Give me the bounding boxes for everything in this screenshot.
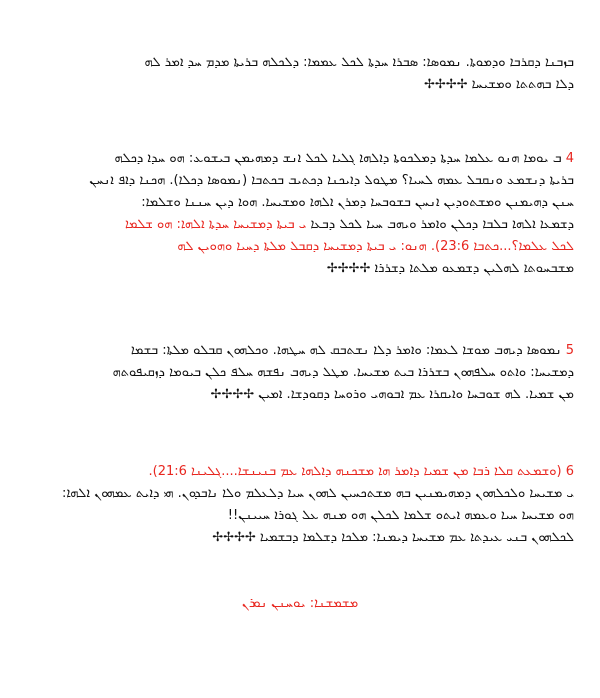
paragraph-line — [62, 461, 574, 483]
paragraph-line: ܕܡܫܝܚܐ: ܘܐܬܘ ܚܠܦܗܘܢ ܒܫܪܪܐ ܒܝܬ ܡܫܝܚܐ. ܡܛܠ ܕܝܗܒ ܢܦܫܗ ܚܠܦ ܟܠܢ ܒܝܘܡܐ ܕܙܩܝܦܘܬܗ — [112, 365, 574, 380]
paragraph-line — [62, 236, 574, 258]
paragraph-line — [62, 214, 574, 236]
signature: ܡܫܡܫܢܐ: ܝܘܚܢܢ ܢܘܪܢ — [241, 596, 359, 611]
paragraph-intro — [62, 52, 574, 96]
highlighted-quote: ܝ ܒܝܬܐ ܕܡܫܝܚܐ ܚܕܬܐ ܐܠܗܐ: ܗܘ ܫܠܡܐ — [124, 217, 307, 232]
paragraph-number: 5 — [565, 343, 574, 358]
paragraph-5 — [62, 340, 574, 406]
paragraph-line: ܒܪܝܬܐ ܕܢܫܡܥ ܘܢܩܒܠ ܥܡܗ ܠܚܝܐ؟ ܡܛܘܠ ܕܐܝܟܢܐ ܕܟܬܝܒ ܒܟܬܒܐ (ܢܡܘܣܐ ܕܟܠܐ). ܗܟܢܐ ܕܐܦ ܐܢܚܢ — [89, 173, 574, 188]
paragraph-line: ܚܢܢ ܕܗܝܡܢܢ ܘܡܫܬܘܕܝܢ ܐܢܚܢ ܒܫܘܒܚܐ ܕܡܪܢ ܐܠܗܐ ܘܡܫܝܚܐ. ܗܘܐ ܕܝܢ ܚܢܢܐ ܘܫܠܡܐ: — [141, 195, 574, 210]
paragraph-text: ܕܫܡܥܐ ܐܠܗܐ ܒܠܒܐ ܕܟܠܢ ܘܐܡܪ ܘܝܗܒ ܚܝܐ ܠܟܠ ܕܒܥܐ — [310, 217, 574, 232]
paragraph-number: 4 — [565, 151, 574, 166]
paragraph-line — [62, 340, 574, 362]
paragraph-4 — [62, 148, 574, 280]
paragraph-line: ܡܫܒܚܘܬܐ ܠܗܠܝܢ ܕܫܡܥܘ ܡܠܬܐ ܕܫܪܪܐ ✢✢✢✢ — [326, 261, 574, 276]
paragraph-line: ܠܟܠܗܘܢ ܒܢܝ ܥܝܕܬܐ ܥܡ ܡܫܝܚܐ ܕܝܡܢܐ: ܡܠܟܐ ܕܫܠܡܐ ܕܒܫܡܝܐ ✢✢✢✢ — [212, 530, 574, 545]
paragraph-6 — [62, 461, 574, 549]
highlighted-quote: (ܘܫܡܥܬ ܩܠܐ ܪܒܐ ܡܢ ܫܡܝܐ ܕܐܡܪ ܗܐ ܡܫܟܢܗ ܕܐܠܗܐ ܥܡ ܒܢܝܢܫܐ....ܓܠܝܢܐ 21:6). — [148, 464, 562, 479]
paragraph-line: ܕܠܐ ܒܗܬܬܐ ܘܡܫܝܚܐ ✢✢✢✢ — [423, 77, 574, 92]
paragraph-line: ܒܙܒܢܐ ܕܩܪܒܐ ܘܕܡܘܬܐ. ܢܡܘܣܐ: ܣܒܪܐ ܚܕܬܐ ܠܟܠ ܥܡܡܐ: ܕܠܟܠܗ ܒܪܝܬܐ ܡܕܡ ܚܕ ܐܡܪ ܠܗ — [144, 55, 574, 70]
paragraph-text: ܒ ܝܘܡܐ ܗܢܘ ܥܠܡܐ ܚܕܬܐ ܕܡܠܟܘܬܐ ܕܐܠܗܐ ܓܠܝܐ ܠܟܠ ܐܢܫ ܕܡܗܝܡܢ ܒܝܫܘܥ: ܗܘ ܚܕܐ ܕܟܠܗ — [114, 151, 562, 166]
highlighted-quote: ܠܟܠ ܥܠܡܐ؟...ܟܬܒܐ 23:6). ܗܢܘ: ܝ ܒܝܬܐ ܕܡܫܝܚܐ ܕܩܒܠ ܡܠܬܐ ܕܚܝܐ ܘܗܘܝܢ ܠܗ — [177, 239, 574, 254]
paragraph-text: ܢܡܘܣܐ ܕܝܗܒ ܡܘܫܐ ܠܥܡܐ: ܘܐܡܪ ܕܠܐ ܢܫܬܒܩ ܠܗ ܚܛܗܐ. ܘܟܠܗܘܢ ܩܒܠܘ ܡܠܬܐ: ܒܫܡܐ — [130, 343, 562, 358]
paragraph-number: 6 — [565, 464, 574, 479]
paragraph-line: ܡܢ ܫܡܝܐ. ܠܗ ܫܘܒܚܐ ܘܐܝܩܪܐ ܥܡ ܐܒܘܗܝ ܘܪܘܚܐ ܕܩܘܕܫܐ. ܐܡܝܢ ✢✢✢✢ — [210, 387, 574, 402]
paragraph-line: ܗܘ ܡܫܝܚܐ ܚܝܐ ܘܥܡܗ ܐܝܬܘ ܫܠܡܐ ܠܟܠܢ ܗܘ ܡܢܗ ܥܠ ܓܘܪܐ ܚܝܝܢܢ!! — [227, 508, 574, 523]
paragraph-line: ܝ ܡܫܝܚܐ ܘܠܟܠܗܘܢ ܕܡܗܝܡܢܝܢ ܒܗ ܡܫܬܟܚܝܢ ܠܗܘܢ ܚܝܐ ܕܠܥܠܡ ܘܠܐ ܢܐܒܕܘܢ. ܗܝ ܕܐܝܬ ܥܡܗܘܢ ܐܠܗܐ: — [62, 486, 574, 501]
paragraph-line — [62, 148, 574, 170]
